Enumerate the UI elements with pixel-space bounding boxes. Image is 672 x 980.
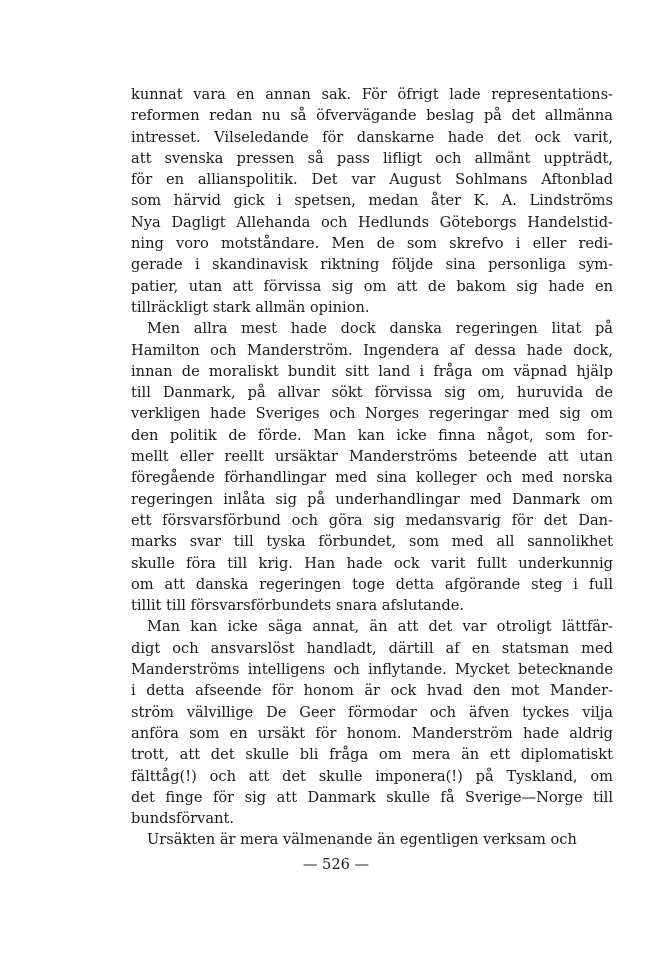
text-line: Men allra mest hade dock danska regeringen litat på (147, 320, 613, 338)
text-line: till Danmark, på allvar sökt förvissa sig om, huruvida de (131, 384, 613, 402)
text-line: om att danska regeringen toge detta afgörande steg i full (131, 575, 613, 593)
body-text (131, 84, 613, 851)
text-line: skulle föra till krig. Han hade ock varit fullt underkunnig (131, 554, 613, 572)
text-line: innan de moraliskt bundit sitt land i fråga om väpnad hjälp (131, 362, 613, 380)
text-line: ett försvarsförbund och göra sig medansvarig för det Dan- (131, 511, 613, 529)
text-line: fälttåg(!) och att det skulle imponera(!) på Tyskland, om (131, 767, 613, 785)
text-line: Man kan icke säga annat, än att det var otroligt lättfär- (147, 618, 613, 636)
text-line: regeringen inlåta sig på underhandlingar med Danmark om (131, 490, 613, 508)
text-line: verkligen hade Sveriges och Norges regeringar med sig om (131, 405, 613, 423)
text-line: kunnat vara en annan sak. För öfrigt lade representations- (131, 86, 613, 103)
text-line: ström välvillige De Geer förmodar och äfven tyckes vilja (131, 703, 613, 721)
text-line: trott, att det skulle bli fråga om mera än ett diplomatiskt (131, 746, 613, 764)
text-line: ning voro motståndare. Men de som skrefvo i eller redi- (131, 235, 613, 253)
text-line: Manderströms intelligens och inflytande. Mycket betecknande (131, 661, 613, 679)
text-line: som härvid gick i spetsen, medan åter K. A. Lindströms (131, 192, 613, 210)
text-line: Ursäkten är mera välmenande än egentligen verksam och (147, 831, 577, 849)
text-line: gerade i skandinavisk riktning följde sina personliga sym- (131, 256, 613, 274)
text-line: intresset. Vilseledande för danskarne hade det ock varit, (131, 128, 613, 146)
text-line: den politik de förde. Man kan icke finna något, som for- (131, 426, 613, 444)
text-line: det finge för sig att Danmark skulle få Sverige—Norge till (131, 788, 613, 806)
text-line: reformen redan nu så öfvervägande beslag på det allmänna (131, 107, 613, 125)
text-line: föregående förhandlingar med sina kolleger och med norska (131, 469, 613, 487)
text-line: patier, utan att förvissa sig om att de bakom sig hade en (131, 277, 613, 295)
text-line: tillit till försvarsförbundets snara afslutande. (131, 597, 465, 615)
text-line: att svenska pressen så pass lifligt och allmänt uppträdt, (131, 149, 613, 167)
text-line: i detta afseende för honom är ock hvad den mot Mander- (131, 682, 613, 700)
text-line: Hamilton och Manderström. Ingendera af dessa hade dock, (131, 341, 613, 359)
text-line: bundsförvant. (131, 810, 234, 828)
text-line: digt och ansvarslöst handladt, därtill af en statsman med (131, 639, 613, 657)
text-line: marks svar till tyska förbundet, som med all sannolikhet (131, 533, 613, 551)
text-line: Nya Dagligt Allehanda och Hedlunds Göteborgs Handelstid- (131, 213, 613, 231)
text-line: anföra som en ursäkt för honom. Manderström hade aldrig (131, 724, 613, 742)
page-number: — 526 — (302, 856, 370, 873)
text-line: mellt eller reellt ursäktar Manderströms beteende att utan (131, 448, 613, 466)
text-line: tillräckligt stark allmän opinion. (131, 298, 370, 316)
text-line: för en allianspolitik. Det var August Sohlmans Aftonblad (131, 171, 613, 189)
